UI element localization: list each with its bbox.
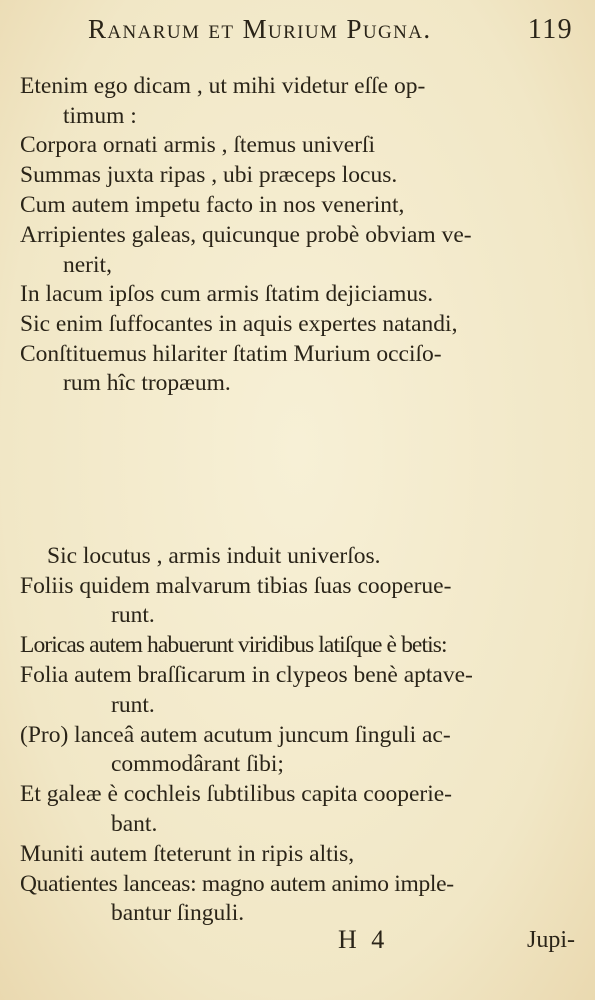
verse-line: Muniti autem ſteterunt in ripis altis, [20, 841, 355, 867]
verse-line: Et galeæ è cochleis ſubtilibus capita cooperie- [20, 781, 452, 807]
verse-line: Corpora ornati armis , ſtemus univerſi [20, 132, 376, 158]
verse-line: rum hîc tropæum. [63, 370, 231, 396]
verse-line: (Pro) lanceâ autem acutum juncum ſinguli ac- [20, 722, 451, 748]
signature-mark: H 4 [338, 925, 389, 954]
verse-line: runt. [111, 602, 155, 628]
verse-line: Sic enim ſuffocantes in aquis expertes natandi, [20, 311, 458, 337]
verse-line: timum : [63, 103, 137, 129]
verse-line: Quatientes lanceas: magno autem animo imple- [20, 871, 454, 897]
verse-line: Folia autem braſſicarum in clypeos benè aptave- [20, 662, 473, 688]
verse-line: Cum autem impetu facto in nos venerint, [20, 192, 405, 218]
verse-line: Conſtituemus hilariter ſtatim Murium occiſo- [20, 341, 442, 367]
verse-line: In lacum ipſos cum armis ſtatim dejiciamus. [20, 281, 434, 307]
verse-line: nerit, [63, 252, 112, 278]
running-title: Ranarum et Murium Pugna. [88, 14, 432, 44]
page-header [88, 14, 573, 50]
verse-line: Sic locutus , armis induit univerſos. [47, 543, 381, 569]
verse-line: Etenim ego dicam , ut mihi videtur eſſe op- [20, 73, 426, 99]
page-footer [0, 925, 595, 965]
verse-line: runt. [111, 692, 155, 718]
page-number: 119 [527, 14, 573, 45]
verse-line: Foliis quidem malvarum tibias ſuas cooperue- [20, 573, 452, 599]
verse-line: bantur ſinguli. [111, 900, 245, 926]
verse-line: Summas juxta ripas , ubi præceps locus. [20, 162, 398, 188]
catchword: Jupi- [527, 927, 575, 953]
verse-line: Loricas autem habuerunt viridibus latiſque è betis: [20, 632, 447, 658]
verse-line: commodârant ſibi; [111, 751, 284, 777]
verse-line: bant. [111, 811, 158, 837]
verse-line: Arripientes galeas, quicunque probè obviam ve- [20, 222, 472, 248]
